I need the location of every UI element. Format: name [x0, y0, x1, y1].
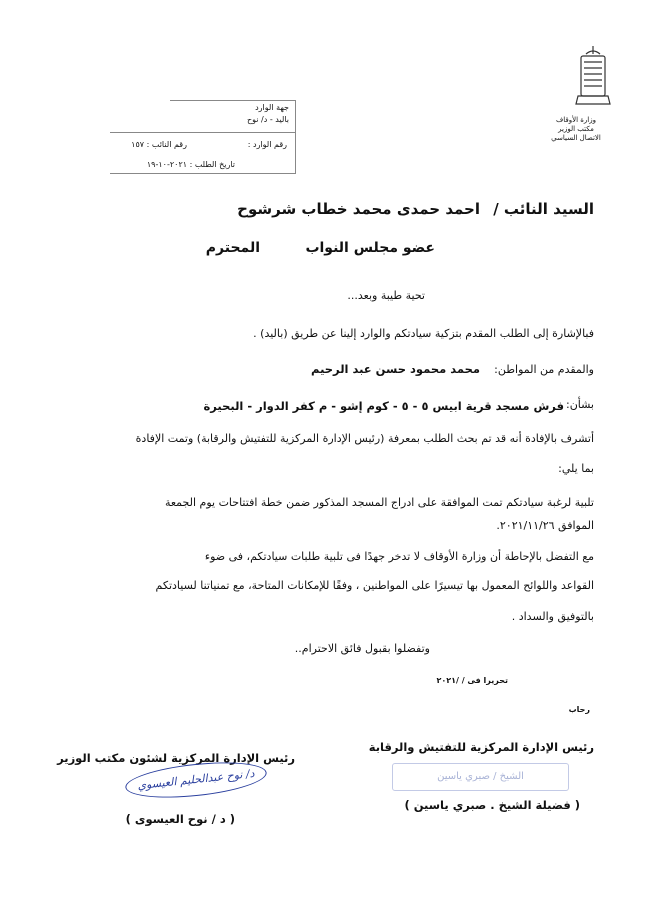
para3-line2: القواعد واللوائح المعمول بها تيسيرًا على المواطنين ، وفقًا للإمكانات المتاحة، مع تمنياتنا لسيادتكم	[155, 579, 594, 592]
right-signatory-name: ( فضيلة الشيخ . صبري ياسين )	[404, 798, 580, 812]
greeting: تحية طيبة وبعد...	[347, 289, 425, 302]
addressee-position: عضو مجلس النواب	[305, 240, 435, 256]
ministry-line: مكتب الوزير	[558, 125, 594, 133]
para3-line3: بالتوفيق والسداد .	[511, 610, 594, 623]
left-signatory-title: رئيس الإدارة المركزية لشئون مكتب الوزير	[57, 751, 295, 765]
addressee-title: السيد النائب /	[493, 200, 594, 218]
date-label: تحريرا فى / /٢٠٢١	[436, 676, 508, 685]
left-signatory-name: ( د / نوح العيسوى )	[125, 812, 235, 826]
handwritten-signature: د/ نوح عبدالحليم العيسوي	[124, 757, 269, 804]
right-signatory-title: رئيس الإدارة المركزية للتفتيش والرقابة	[368, 740, 594, 754]
faded-stamp: الشيخ / صبري ياسين	[392, 763, 569, 791]
request-date: تاريخ الطلب : ٢٠٢١-١٠-١٩	[146, 160, 235, 169]
applicant-name: محمد محمود حسن عبد الرحيم	[311, 362, 480, 376]
subject-label: بشأن:	[565, 398, 594, 411]
ministry-line: وزارة الأوقاف	[555, 116, 597, 124]
ministry-header	[540, 116, 612, 143]
addressee-name: احمد حمدى محمد خطاب شرشوح	[237, 200, 480, 218]
para1-line2: بما يلي:	[558, 462, 594, 475]
reference-line: فبالإشارة إلى الطلب المقدم بتزكية سيادتكم والوارد إلينا عن طريق (باليد) .	[253, 327, 594, 340]
applicant-label: والمقدم من المواطن:	[494, 363, 594, 376]
ministry-line: الاتصال السياسي	[551, 134, 601, 142]
incoming-authority: جهة الوارد	[255, 103, 289, 112]
closing: وتفضلوا بقبول فائق الاحترام..	[294, 642, 430, 655]
para2-line1: تلبية لرغبة سيادتكم تمت الموافقة على ادراج المسجد المذكور ضمن خطة افتتاحات يوم الجمعة	[164, 496, 594, 509]
ministry-emblem-icon	[572, 44, 614, 108]
para2-line2: الموافق ٢٠٢١/١١/٢٦.	[496, 519, 594, 532]
deputy-number: رقم النائب : ١٥٧	[131, 140, 187, 149]
incoming-number: رقم الوارد :	[247, 140, 287, 149]
incoming-via: باليد - د/ نوح	[246, 115, 289, 124]
para1-line1: أتشرف بالإفادة أنه قد تم بحث الطلب بمعرفة (رئيس الإدارة المركزية للتفتيش والرقابة) وتمت الإفادة	[135, 432, 594, 445]
typist-initials: رحاب	[568, 705, 590, 714]
addressee-honorific: المحترم	[205, 240, 260, 256]
incoming-info-box	[110, 100, 295, 175]
para3-line1: مع التفضل بالإحاطة أن وزارة الأوقاف لا تدخر جهدًا فى تلبية طلبات سيادتكم، فى ضوء	[204, 550, 594, 563]
subject: فرش مسجد قرية ابيس ٥ - ٥ - كوم إشو - م كفر الدوار - البحيرة	[203, 399, 564, 413]
